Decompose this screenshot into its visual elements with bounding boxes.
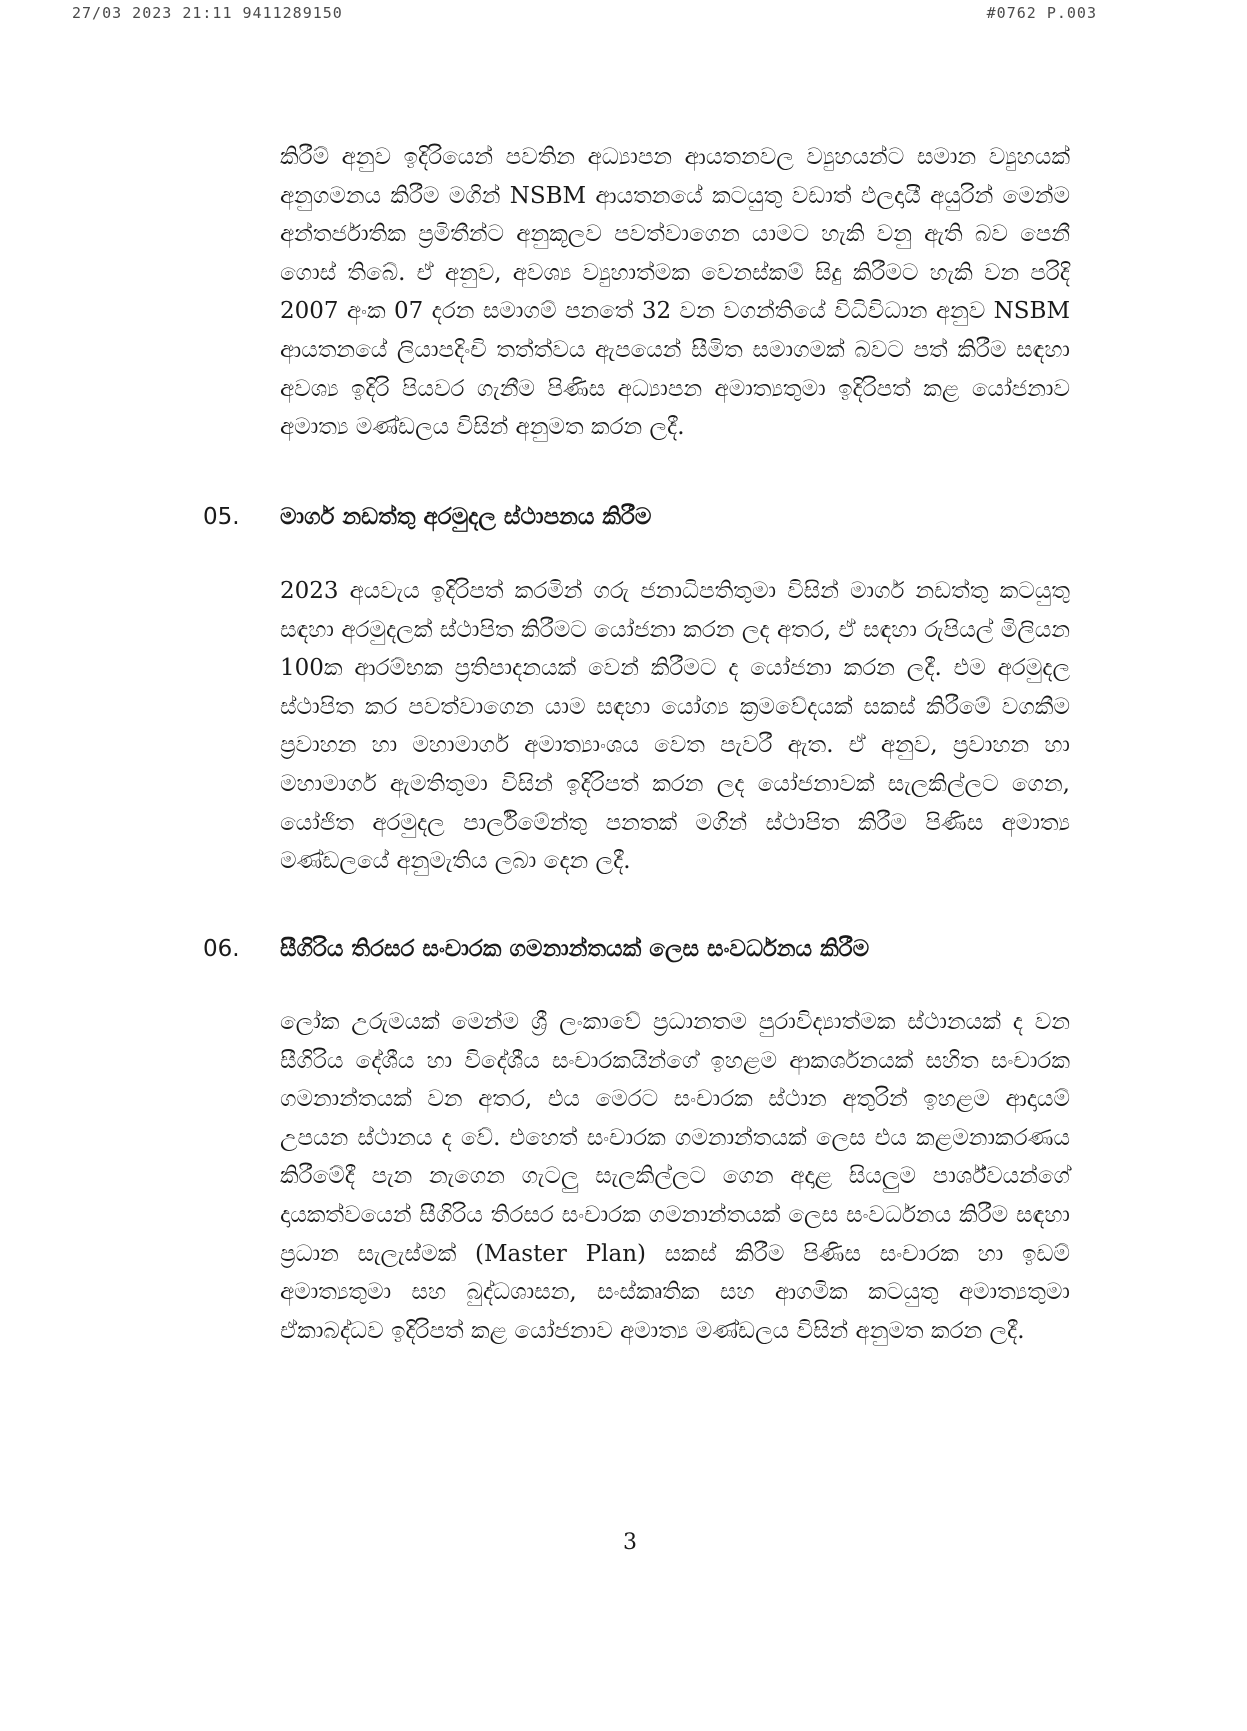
paragraph-road-maintenance-fund: 2023 අයවැය ඉදිරිපත් කරමින් ගරු ජනාධිපතිතුමා විසින් මාර්ග නඩත්තු කටයුතු සඳහා අරමුදලක් ස්ථාපිත කිරීමට යෝජනා කරන ලද අතර, ඒ සඳහා රුපියල් මිලියන 100ක ආරම්භක ප්‍රතිපාදනයක් වෙන් කිරීමට ද යෝජනා කරන ලදී. එම අරමුදල ස්ථාපිත කර පවත්වාගෙන යාම සඳහා යෝග්‍ය ක්‍රමවේදයක් සකස් කිරීමේ වගකීම ප්‍රවාහන හා මහාමාර්ග අමාත්‍යාංශය වෙත පැවරී ඇත. ඒ අනුව, ප්‍රවාහන හා මහාමාර්ග ඇමතිතුමා විසින් ඉදිරිපත් කරන ලද යෝජනාවක් සැලකිල්ලට ගෙන, යෝජිත අරමුදල පාර්ලිමේන්තු පනතක් මගින් ස්ථාපිත කිරීම පිණිස අමාත්‍ය මණ්ඩලයේ අනුමැතිය ලබා දෙන ලදී.	[280, 578, 1070, 875]
page-number: 3	[623, 1530, 637, 1555]
fax-page-id: #0762 P.003	[986, 4, 1097, 22]
paragraph-nsbm-restructure: කිරීම් අනුව ඉදිරියෙන් පවතින අධ්‍යාපන ආයතනවල ව්‍යුහයන්ට සමාන ව්‍යුහයක් අනුගමනය කිරීම මගින් NSBM ආයතනයේ කටයුතු වඩාත් ඵලදායී අයුරින් මෙන්ම අන්තර්ජාතික ප්‍රමිතීන්ට අනුකූලව පවත්වාගෙන යාමට හැකි වනු ඇති බව පෙනී ගොස් තිබේ. ඒ අනුව, අවශ්‍ය ව්‍යුහාත්මක වෙනස්කම් සිදු කිරීමට හැකි වන පරිදි 2007 අංක 07 දරන සමාගම් පනතේ 32 වන වගන්තියේ විධිවිධාන අනුව NSBM ආයතනයේ ලියාපදිංචි තත්ත්වය ඇපයෙන් සීමිත සමාගමක් බවට පත් කිරීම සඳහා අවශ්‍ය ඉදිරි පියවර ගැනීම පිණිස අධ්‍යාපන අමාත්‍යතුමා ඉදිරිපත් කළ යෝජනාව අමාත්‍ය මණ්ඩලය විසින් අනුමත කරන ලදී.	[280, 144, 1070, 441]
section-title: මාර්ග නඩත්තු අරමුදල ස්ථාපනය කිරීම	[280, 503, 652, 530]
paragraph-sigiriya-tourism: ලෝක උරුමයක් මෙන්ම ශ්‍රී ලංකාවේ ප්‍රධානතම පුරාවිද්‍යාත්මක ස්ථානයක් ද වන සීගිරිය දේශීය හා විදේශීය සංචාරකයින්ගේ ඉහළම ආකර්ශනයක් සහිත සංචාරක ගමනාන්තයක් වන අතර, එය මෙරට සංචාරක ස්ථාන අතුරින් ඉහළම ආදායම් උපයන ස්ථානය ද වේ. එහෙත් සංචාරක ගමනාන්තයක් ලෙස එය කළමනාකරණය කිරීමේදී පැන නැගෙන ගැටලු සැලකිල්ලට ගෙන අදාළ සියලුම පාර්ශ්වයන්ගේ දායකත්වයෙන් සීගිරිය තිරසර සංචාරක ගමනාන්තයක් ලෙස සංවර්ධනය කිරීම සඳහා ප්‍රධාන සැලැස්මක් (Master Plan) සකස් කිරීම පිණිස සංචාරක හා ඉඩම් අමාත්‍යතුමා සහ බුද්ධශාසන, සංස්කෘතික සහ ආගමික කටයුතු අමාත්‍යතුමා ඒකාබද්ධව ඉදිරිපත් කළ යෝජනාව අමාත්‍ය මණ්ඩලය විසින් අනුමත කරන ලදී.	[280, 1009, 1070, 1344]
section-title: සීගිරිය තිරසර සංචාරක ගමනාන්තයක් ලෙස සංවර්ධනය කිරීම	[280, 935, 870, 962]
section-heading-06	[203, 932, 1103, 966]
fax-timestamp-sender: 27/03 2023 21:11 9411289150	[72, 4, 343, 22]
section-number: 06.	[203, 936, 240, 962]
fax-header	[72, 4, 1097, 26]
section-number: 05.	[203, 504, 240, 530]
section-heading-05	[203, 500, 1103, 534]
